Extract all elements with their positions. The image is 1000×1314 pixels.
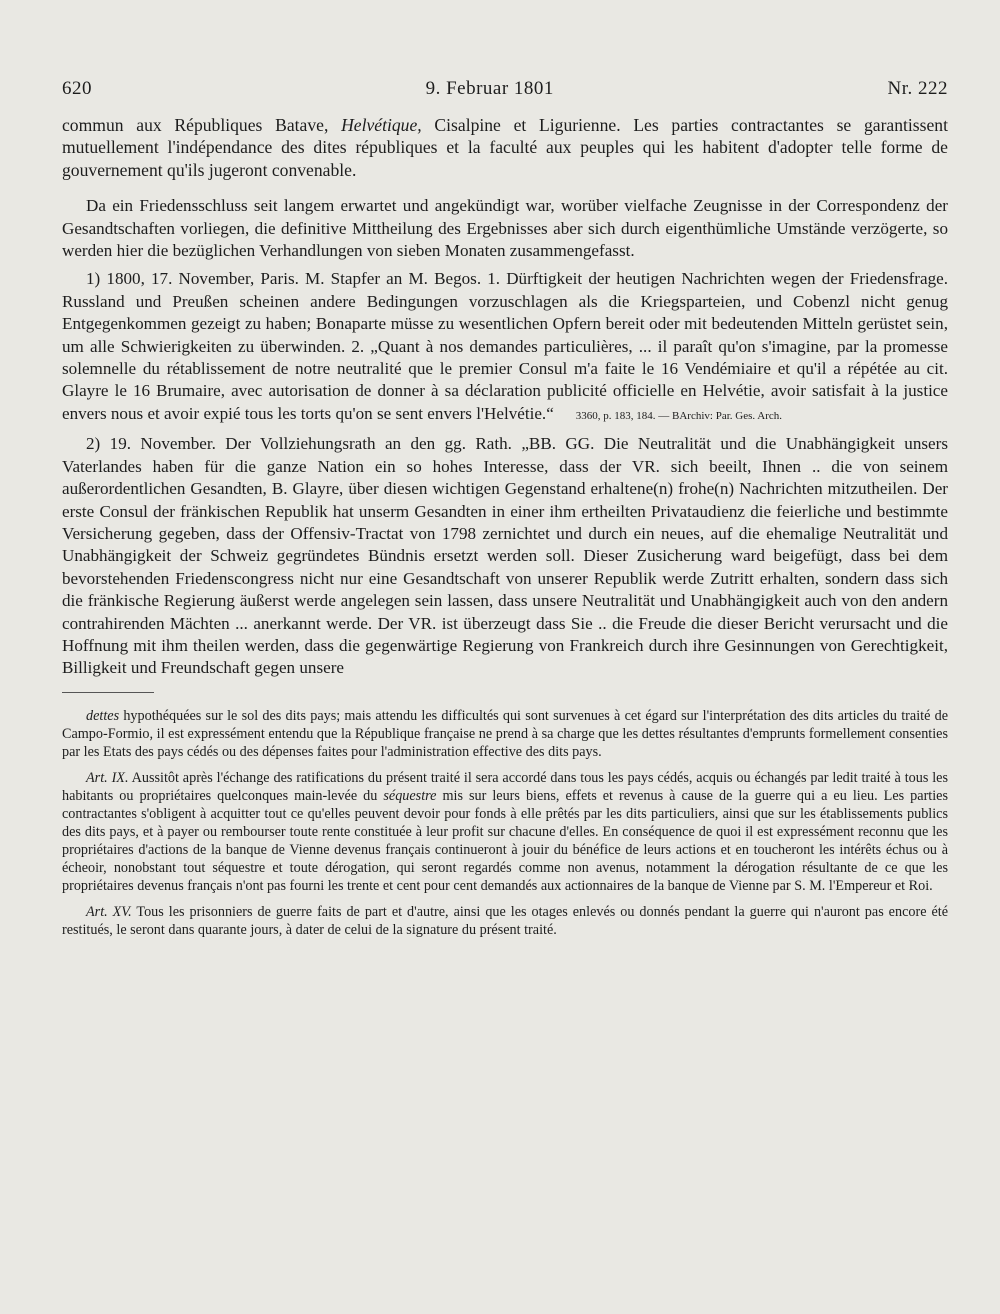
footnote-article-xv bbox=[62, 903, 948, 939]
treaty-text-end: Cisalpine et Ligurienne. Les parties contractantes se garantissent mutuellement l'indépendance des dites républiques et la faculté aux peuples qui les habitent d'adopter telle forme de gouvernement qu'ils jugeront convenable. bbox=[62, 115, 948, 180]
entry-item-1-reference: 3360, p. 183, 184. — BArchiv: Par. Ges. Arch. bbox=[575, 409, 783, 422]
article-ix-italic: séquestre bbox=[383, 787, 437, 804]
article-ix-text-b: mis sur leurs biens, effets et revenus à cause de la guerre qui a eu lieu. Les parties contractantes s'obligent à acquitter tout ce qu'elles peuvent devoir pour fonds à elle prêtés par les dits particuliers, ainsi que sur les établissements publics des dits pays, et à payer ou rembourser toute rente constituée à leur profit sur chacune d'elles. En conséquence de quoi il est expressément reconnu que les propriétaires d'actions de la banque de Vienne devenus français continueront à jouir du bénéfice de leurs actions et en toucheront les intérêts échus ou à écheoir, nonobstant tout séquestre et toute dérogation, qui seront regardés comme non avenus, notamment la dérogation résultante de ce que les propriétaires devenus français n'ont pas fourni les trente et cent pour cent demandés aux actionnaires de la banque de Vienne par S. M. l'Empereur et Roi. bbox=[62, 787, 948, 894]
footnote-divider bbox=[62, 692, 154, 693]
article-ix-text-a: Aussitôt après l'échange des ratifications du présent traité il sera accordé dans tous les pays cédés, acquis ou échangés par ledit traité à tous les habitants ou propriétaires quelconques main-levée du bbox=[62, 769, 949, 804]
entry-item-2: 2) 19. November. Der Vollziehungsrath an den gg. Rath. „BB. GG. Die Neutralität und die Unabhängigkeit unsers Vaterlandes haben für die ganze Nation ein so hohes Interesse, dass der VR. sich beeilt, Ihnen .. die von seinem außerordentlichen Gesandten, B. Glayre, über diesen wichtigen Gegenstand erhaltene(n) frohe(n) Nachrichten mitzutheilen. Der erste Consul der fränkischen Republik hat unserm Gesandten in einer ihm ertheilten Privataudienz die feierliche und bestimmte Versicherung gegeben, dass der Offensiv-Tractat von 1798 zernichtet und durch ein neues, auf die ehemalige Neutralität und Unabhängigkeit der Schweiz gegründetes Bündnis ersetzt werden soll. Dieser Zusicherung ward beigefügt, dass bei dem bevorstehenden Friedenscongress nicht nur eine Gesandtschaft von unserer Republik werde Zutritt erhalten, sondern dass sich die fränkische Regierung äußerst werde angelegen sein lassen, dass unsere Neutralität und Unabhängigkeit auch von den andern contrahirenden Mächten ... anerkannt werde. Der VR. ist überzeugt dass Sie .. die Freude die dieser Bericht verursacht und die Hoffnung mit ihm theilen werden, dass die gegenwärtige Regierung von Frankreich durch ihre Gesinnungen von Gerechtigkeit, Billigkeit und Freundschaft gegen unsere bbox=[62, 434, 948, 678]
treaty-text-italic: Helvétique, bbox=[341, 115, 422, 135]
header-date: 9. Februar 1801 bbox=[425, 78, 554, 99]
footnote-article-ix bbox=[62, 769, 948, 895]
footnote-debts bbox=[62, 707, 948, 761]
entry-item-1 bbox=[62, 268, 948, 427]
article-xv-label: Art. XV. bbox=[86, 903, 132, 920]
treaty-text-start: commun aux Républiques Batave, bbox=[62, 115, 342, 135]
footnote-debts-text: hypothéquées sur le sol des dits pays; mais attendu les difficultés qui sont survenues à cet égard sur l'interprétation des dits articles du traité de Campo-Formio, il est expressément entendu que la République française ne prend à sa charge que les dettes résultantes d'emprunts formellement consenties par les Etats des pays cédés ou des dépenses faites pour l'administration effective des dits pays. bbox=[62, 707, 948, 760]
page-header bbox=[62, 78, 948, 100]
article-xv-text: Tous les prisonniers de guerre faits de part et d'autre, ainsi que les otages enlevés ou donnés pendant la guerre qui n'auront pas encore été restitués, le seront dans quarante jours, à dater de celui de la signature du présent traité. bbox=[62, 903, 948, 938]
footnote-debts-italic: dettes bbox=[86, 707, 120, 724]
article-ix-label: Art. IX. bbox=[86, 769, 129, 786]
entry-item-1-text: 1) 1800, 17. November, Paris. M. Stapfer an M. Begos. 1. Dürftigkeit der heutigen Nachrichten wegen der Friedensfrage. Russland und Preußen scheinen andere Bedingungen vorzuschlagen als die Kriegsparteien, und Cobenzl nicht genug Entgegenkommen gezeigt zu haben; Bonaparte müsse zu wesentlichen Opfern bereit oder mit bedeutenden Mitteln gerüstet sein, um alle Schwierigkeiten zu überwinden. 2. „Quant à nos demandes particulières, ... il paraît qu'on s'imagine, par la promesse solemnelle du rétablissement de notre neutralité que le premier Consul m'a faite le 16 Vendémiaire et qu'il a répétée au cit. Glayre le 16 Brumaire, avec autorisation de donner à sa déclaration publicité officielle en Helvétie, avoir satisfait à la justice envers nous et avoir expié tous les torts qu'on se sent envers l'Helvétie.“ bbox=[62, 269, 948, 423]
document-number: Nr. 222 bbox=[887, 78, 948, 99]
editorial-note: Da ein Friedensschluss seit langem erwartet und angekündigt war, worüber vielfache Zeugnisse in der Correspondenz der Gesandtschaften vorliegen, die definitive Mittheilung des Ergebnisses aber sich durch eigenthümliche Umstände verzögerte, so werden hier die bezüglichen Verhandlungen von sieben Monaten zusammengefasst. bbox=[62, 196, 948, 261]
page-number: 620 bbox=[62, 78, 92, 99]
treaty-text-continuation bbox=[62, 114, 948, 181]
